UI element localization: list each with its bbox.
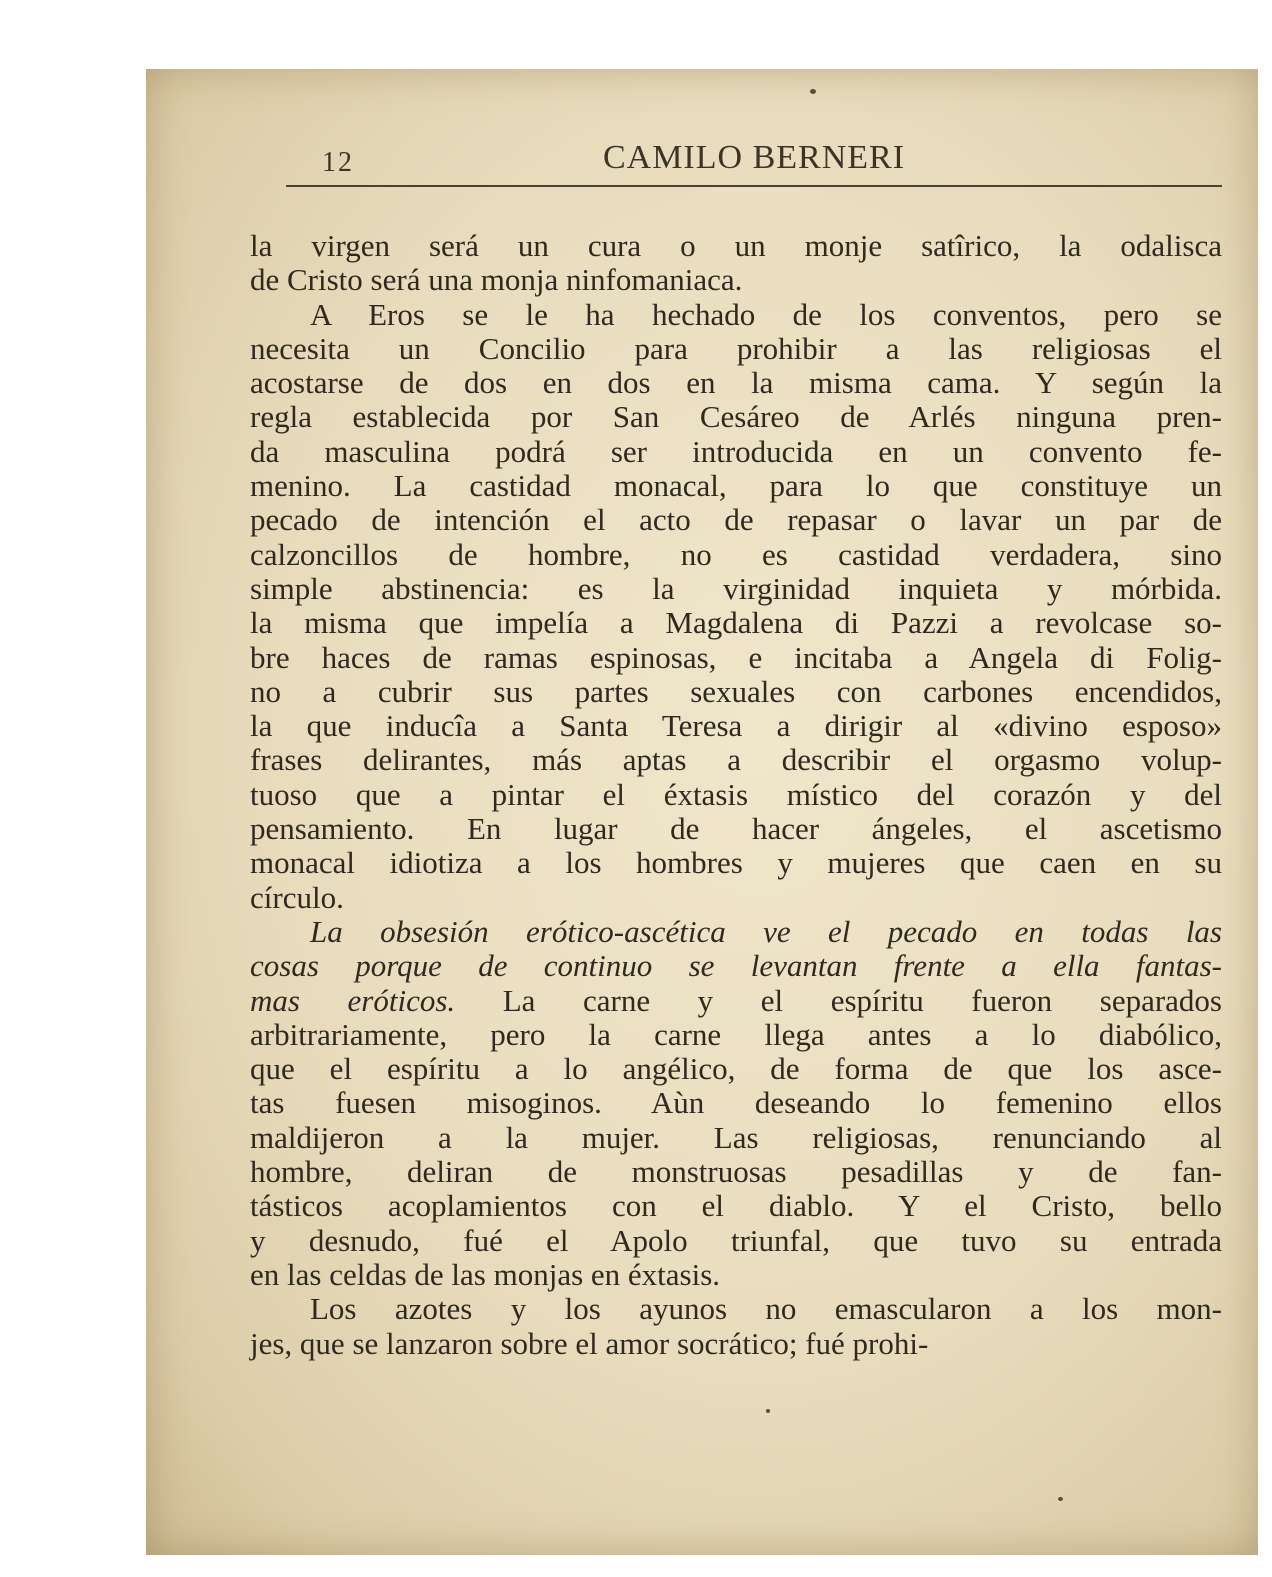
text-line: mas eróticos. La carne y el espíritu fueron separados (250, 982, 1222, 1018)
header-rule (286, 185, 1222, 187)
text-line: frases delirantes, más aptas a describir el orgasmo volup- (250, 742, 1222, 778)
text-line: tásticos acoplamientos con el diablo. Y el Cristo, bello (250, 1188, 1222, 1224)
text-line: necesita un Concilio para prohibir a las religiosas el (250, 330, 1222, 366)
text-line: acostarse de dos en dos en la misma cama. Y según la (250, 365, 1222, 401)
text-line: pensamiento. En lugar de hacer ángeles, el ascetismo (250, 811, 1222, 847)
text-line: círculo. (250, 879, 344, 915)
text-line: regla establecida por San Cesáreo de Arlés ninguna pren- (250, 399, 1222, 435)
page-header (286, 137, 1222, 187)
text-line: La obsesión erótico-ascética ve el pecado en todas las (310, 913, 1222, 949)
text-line: monacal idiotiza a los hombres y mujeres que caen en su (250, 845, 1222, 881)
text-line: y desnudo, fué el Apolo triunfal, que tuvo su entrada (250, 1222, 1222, 1258)
text-line: cosas porque de continuo se levantan frente a ella fantas- (250, 948, 1222, 984)
text-line: la que inducîa a Santa Teresa a dirigir al «divino esposo» (250, 708, 1222, 744)
book-page (146, 69, 1258, 1555)
text-line: bre haces de ramas espinosas, e incitaba a Angela di Folig- (250, 639, 1222, 675)
text-line: tas fuesen misoginos. Aùn deseando lo femenino ellos (250, 1085, 1222, 1121)
text-line: que el espíritu a lo angélico, de forma de que los asce- (250, 1051, 1222, 1087)
text-line: Los azotes y los ayunos no emascularon a los mon- (310, 1291, 1222, 1327)
text-line: la misma que impelía a Magdalena di Pazzi a revolcase so- (250, 605, 1222, 641)
ink-speck (810, 89, 816, 94)
text-line: A Eros se le ha hechado de los conventos, pero se (310, 296, 1222, 332)
ink-speck (1058, 1497, 1063, 1501)
text-line: hombre, deliran de monstruosas pesadillas y de fan- (250, 1154, 1222, 1190)
text-line: maldijeron a la mujer. Las religiosas, renunciando al (250, 1119, 1222, 1155)
text-line: da masculina podrá ser introducida en un convento fe- (250, 433, 1222, 469)
text-line: simple abstinencia: es la virginidad inquieta y mórbida. (250, 570, 1222, 606)
text-line: menino. La castidad monacal, para lo que constituye un (250, 468, 1222, 504)
text-line: pecado de intención el acto de repasar o lavar un par de (250, 502, 1222, 538)
running-title: CAMILO BERNERI (602, 139, 906, 176)
text-line: calzoncillos de hombre, no es castidad verdadera, sino (250, 536, 1222, 572)
text-line: jes, que se lanzaron sobre el amor socrático; fué prohi- (250, 1325, 929, 1361)
page-number: 12 (322, 147, 354, 178)
text-line: de Cristo será una monja ninfomaniaca. (250, 262, 743, 298)
page-body-text (250, 229, 1222, 1361)
ink-speck (766, 1409, 770, 1413)
text-line: arbitrariamente, pero la carne llega antes a lo diabólico, (250, 1016, 1222, 1052)
text-line: tuoso que a pintar el éxtasis místico del corazón y del (250, 776, 1222, 812)
text-line: no a cubrir sus partes sexuales con carbones encendidos, (250, 673, 1222, 709)
text-line: en las celdas de las monjas en éxtasis. (250, 1256, 721, 1292)
text-line: la virgen será un cura o un monje satîrico, la odalisca (250, 228, 1222, 263)
